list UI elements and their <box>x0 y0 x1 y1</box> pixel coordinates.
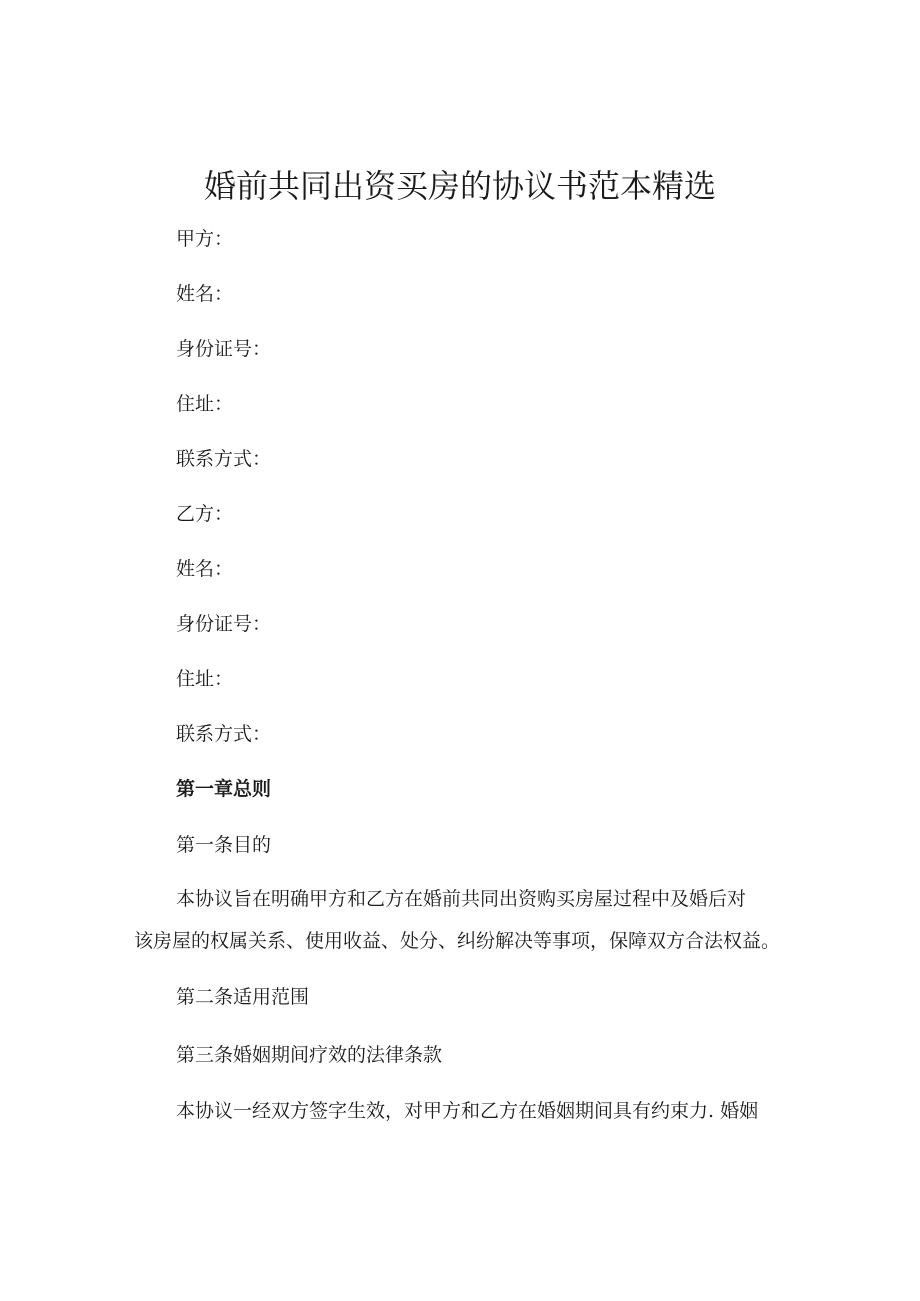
party-b-name-label: 姓名： <box>176 558 234 580</box>
party-a-id-label: 身份证号： <box>176 338 272 360</box>
party-info-list <box>176 226 776 776</box>
article-1-body-line-2: 该房屋的权属关系、使用收益、处分、纠纷解决等事项，保障双方合法权益。 <box>134 930 781 952</box>
article-2-title: 第二条适用范围 <box>176 986 310 1008</box>
article-3-title: 第三条婚姻期间疗效的法律条款 <box>176 1044 443 1066</box>
party-a-heading: 甲方： <box>176 228 234 250</box>
party-a-address-label: 住址： <box>176 393 234 415</box>
party-a-name-label: 姓名： <box>176 283 234 305</box>
party-b-address-label: 住址： <box>176 668 234 690</box>
party-b-heading: 乙方： <box>176 503 234 525</box>
article-3-body-line-1: 本协议一经双方签字生效，对甲方和乙方在婚姻期间具有约束力. 婚姻 <box>176 1100 759 1122</box>
party-b-id-label: 身份证号： <box>176 613 272 635</box>
document-title: 婚前共同出资买房的协议书范本精选 <box>203 167 716 205</box>
article-1-title: 第一条目的 <box>176 834 272 856</box>
party-b-contact-label: 联系方式： <box>176 723 272 745</box>
article-1-body-line-1: 本协议旨在明确甲方和乙方在婚前共同出资购买房屋过程中及婚后对 <box>176 888 747 910</box>
chapter-1-heading: 第一章总则 <box>176 778 272 800</box>
party-a-contact-label: 联系方式： <box>176 448 272 470</box>
